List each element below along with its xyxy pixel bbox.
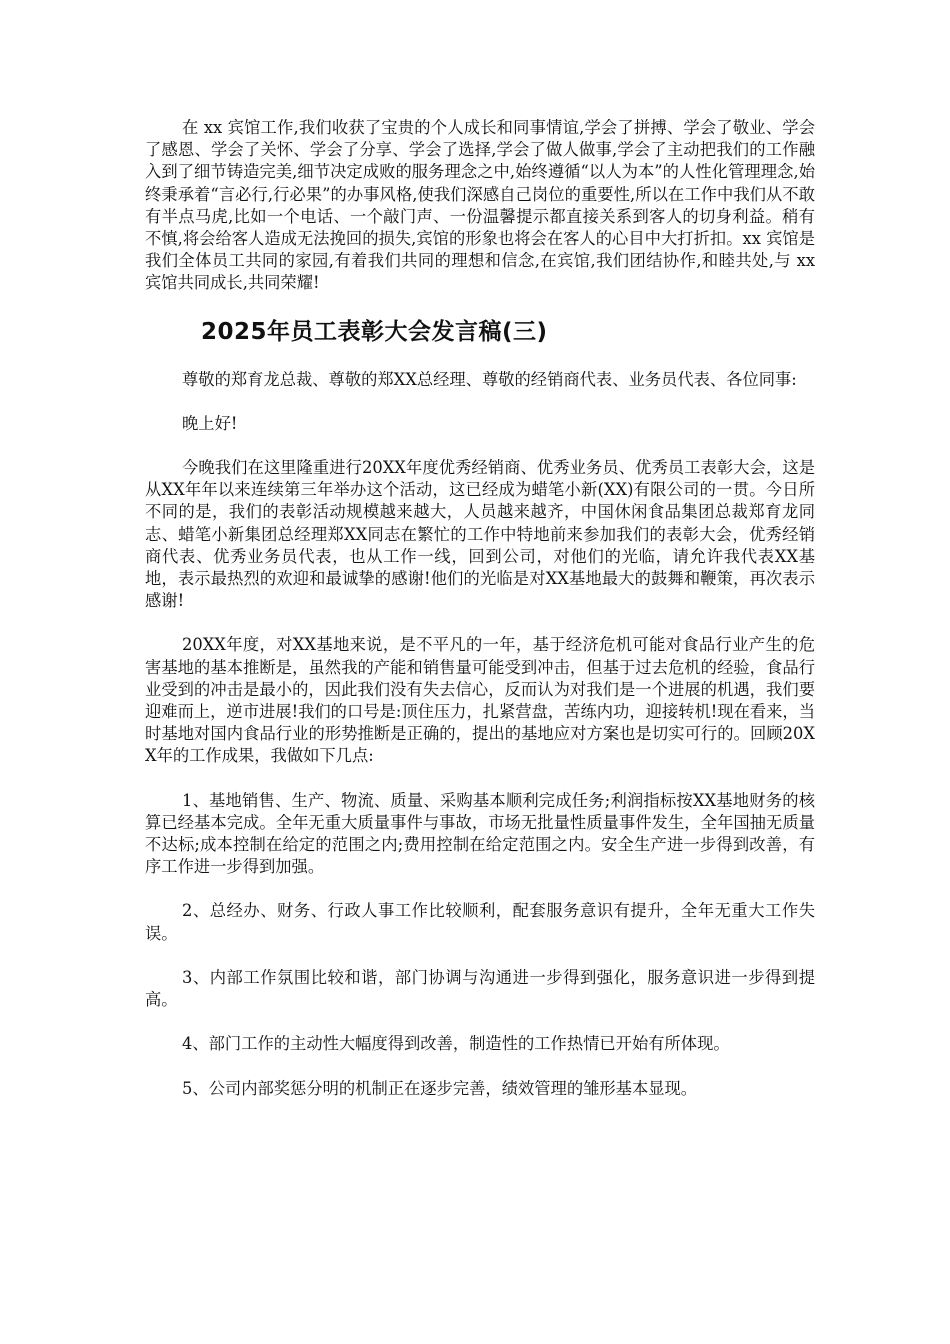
section-title: 2025年员工表彰大会发言稿(三): [201, 318, 548, 345]
document-body: [145, 117, 815, 1100]
achievement-item-4: 4、部门工作的主动性大幅度得到改善，制造性的工作热情已开始有所体现。: [182, 1034, 730, 1054]
achievement-item-3: 3、内部工作氛围比较和谐，部门协调与沟通进一步得到强化，服务意识进一步得到提高。: [145, 967, 815, 1010]
opening-paragraph: 今晚我们在这里隆重进行20XX年度优秀经销商、优秀业务员、优秀员工表彰大会，这是从XX年年以来连续第三年举办这个活动，这已经成为蜡笔小新(XX)有限公司的一贯。今日所不同的是，我们的表彰活动规模越来越大，人员越来越齐，中国休闲食品集团总裁郑育龙同志、蜡笔小新集团总经理郑XX同志在繁忙的工作中特地前来参加我们的表彰大会，优秀经销商代表、优秀业务员代表，也从工作一线，回到公司，对他们的光临，请允许我代表XX基地，表示最热烈的欢迎和最诚挚的感谢!他们的光临是对XX基地最大的鼓舞和鞭策，再次表示感谢!: [145, 458, 815, 611]
achievement-item-5: 5、公司内部奖惩分明的机制正在逐步完善，绩效管理的雏形基本显现。: [182, 1078, 698, 1098]
salutation-paragraph: 尊敬的郑育龙总裁、尊敬的郑XX总经理、尊敬的经销商代表、业务员代表、各位同事:: [182, 369, 797, 389]
achievement-item-2: 2、总经办、财务、行政人事工作比较顺利，配套服务意识有提升，全年无重大工作失误。: [145, 901, 815, 943]
review-paragraph: 20XX年度，对XX基地来说，是不平凡的一年，基于经济危机可能对食品行业产生的危害基地的基本推断是，虽然我的产能和销售量可能受到冲击，但基于过去危机的经验，食品行业受到的冲击是最小的，因此我们没有失去信心，反而认为对我们是一个进展的机遇，我们要迎难而上，逆市进展!我们的口号是:顶住压力，扎紧营盘，苦练内功，迎接转机!现在看来，当时基地对国内食品行业的形势推断是正确的，提出的基地应对方案也是切实可行的。回顾20XX年的工作成果，我做如下几点:: [145, 635, 815, 766]
greeting-paragraph: 晚上好!: [182, 413, 238, 433]
achievement-item-1: 1、基地销售、生产、物流、质量、采购基本顺利完成任务;利润指标按XX基地财务的核算已经基本完成。全年无重大质量事件与事故，市场无批量性质量事件发生，全年国抽无质量不达标;成本控制在给定的范围之内;费用控制在给定范围之内。安全生产进一步得到改善，有序工作进一步得到加强。: [145, 790, 815, 877]
intro-paragraph: 在 xx 宾馆工作,我们收获了宝贵的个人成长和同事情谊,学会了拼搏、学会了敬业、学会了感恩、学会了关怀、学会了分享、学会了选择,学会了做人做事,学会了主动把我们的工作融入到了细节铸造完美,细节决定成败的服务理念之中,始终遵循“以人为本”的人性化管理理念,始终秉承着“言必行,行必果”的办事风格,使我们深感自己岗位的重要性,所以在工作中我们从不敢有半点马虎,比如一个电话、一个敲门声、一份温馨提示都直接关系到客人的切身利益。稍有不慎,将会给客人造成无法挽回的损失,宾馆的形象也将会在客人的心目中大打折扣。xx 宾馆是我们全体员工共同的家园,有着我们共同的理想和信念,在宾馆,我们团结协作,和睦共处,与 xx 宾馆共同成长,共同荣耀!: [145, 118, 815, 293]
